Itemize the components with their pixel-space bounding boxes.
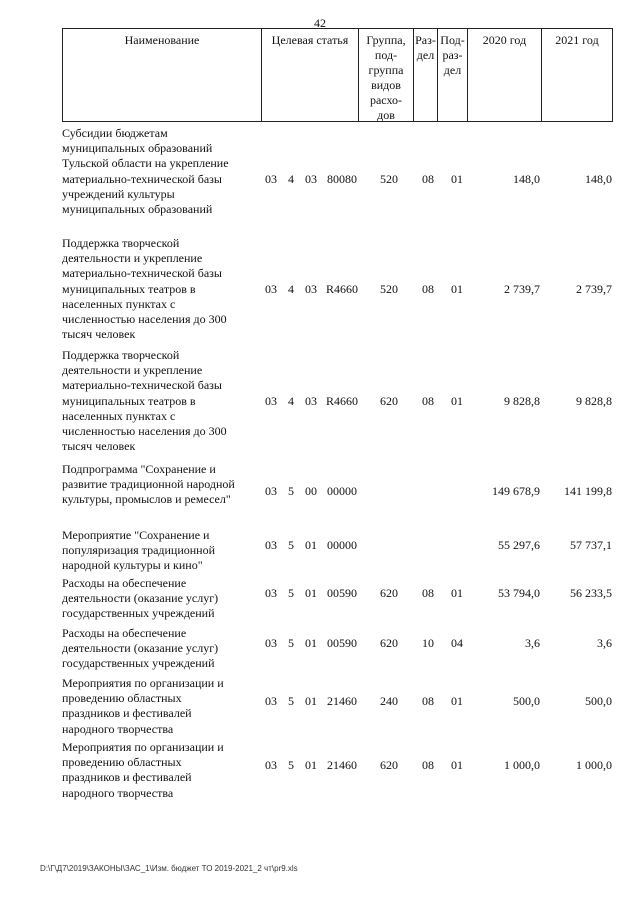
row-p: 03 [265, 282, 277, 296]
row-v2021: 2 739,7 [576, 282, 612, 296]
row-p: 03 [265, 538, 277, 552]
row-rz: 08 [422, 394, 434, 408]
row-pr: 01 [451, 282, 463, 296]
row-m: 01 [305, 538, 317, 552]
row-p: 03 [265, 694, 277, 708]
row-d: 00000 [327, 538, 357, 552]
row-pr: 01 [451, 694, 463, 708]
row-v2021: 56 233,5 [570, 586, 612, 600]
row-name: Мероприятия по организации и проведению областных праздников и фестивалей народного творчества [62, 740, 224, 800]
row-v2020: 2 739,7 [504, 282, 540, 296]
row-d: 21460 [327, 758, 357, 772]
row-rz: 08 [422, 586, 434, 600]
row-v2020: 1 000,0 [504, 758, 540, 772]
row-m: 01 [305, 758, 317, 772]
row-v2021: 57 737,1 [570, 538, 612, 552]
row-v2021: 1 000,0 [576, 758, 612, 772]
row-s: 4 [288, 394, 294, 408]
row-s: 4 [288, 282, 294, 296]
footer-path: D:\Г\Д7\2019\ЗАКОНЫ\ЗАС_1\Изм. бюджет ТО 2019-2021_2 чт\pr9.xls [40, 864, 298, 873]
row-g: 620 [380, 586, 398, 600]
row-rz: 08 [422, 282, 434, 296]
row-v2020: 53 794,0 [498, 586, 540, 600]
row-m: 03 [305, 282, 317, 296]
row-rz: 08 [422, 172, 434, 186]
row-v2020: 9 828,8 [504, 394, 540, 408]
row-v2020: 55 297,6 [498, 538, 540, 552]
row-p: 03 [265, 484, 277, 498]
row-name: Подпрограмма "Сохранение и развитие традиционной народной культуры, промыслов и ремесел" [62, 462, 235, 507]
row-m: 01 [305, 586, 317, 600]
row-m: 00 [305, 484, 317, 498]
row-g: 620 [380, 758, 398, 772]
row-pr: 01 [451, 394, 463, 408]
row-v2021: 148,0 [585, 172, 612, 186]
row-g: 240 [380, 694, 398, 708]
row-name: Субсидии бюджетам муниципальных образований Тульской области на укрепление материально-технической базы учреждений культуры муниципальных образований [62, 126, 229, 217]
row-d: R4660 [325, 282, 358, 296]
row-v2020: 500,0 [513, 694, 540, 708]
row-s: 5 [288, 758, 294, 772]
header-section: Раз- дел [414, 29, 438, 121]
row-v2021: 500,0 [585, 694, 612, 708]
header-group: Группа, под- группа видов расхо- дов [359, 29, 414, 121]
row-name: Поддержка творческой деятельности и укрепление материально-технической базы муниципальных театров в населенных пунктах с численностью населения до 300 тысяч человек [62, 348, 227, 454]
row-pr: 04 [451, 636, 463, 650]
row-m: 01 [305, 694, 317, 708]
row-d: 00590 [327, 586, 357, 600]
row-v2020: 3,6 [525, 636, 540, 650]
page-number: 42 [314, 16, 326, 30]
row-pr: 01 [451, 586, 463, 600]
row-name: Расходы на обеспечение деятельности (оказание услуг) государственных учреждений [62, 576, 219, 621]
row-pr: 01 [451, 758, 463, 772]
row-m: 03 [305, 394, 317, 408]
row-p: 03 [265, 394, 277, 408]
row-m: 01 [305, 636, 317, 650]
row-g: 520 [380, 282, 398, 296]
row-s: 5 [288, 636, 294, 650]
row-g: 620 [380, 636, 398, 650]
table-header [62, 28, 613, 122]
row-d: 00000 [327, 484, 357, 498]
row-s: 5 [288, 586, 294, 600]
row-rz: 08 [422, 758, 434, 772]
row-name: Расходы на обеспечение деятельности (оказание услуг) государственных учреждений [62, 626, 219, 671]
row-name: Мероприятия по организации и проведению областных праздников и фестивалей народного творчества [62, 676, 224, 736]
row-p: 03 [265, 586, 277, 600]
row-d: R4660 [325, 394, 358, 408]
row-s: 5 [288, 538, 294, 552]
row-g: 620 [380, 394, 398, 408]
row-g: 520 [380, 172, 398, 186]
header-article: Целевая статья [262, 29, 359, 121]
row-name: Поддержка творческой деятельности и укрепление материально-технической базы муниципальных театров в населенных пунктах с численностью населения до 300 тысяч человек [62, 236, 227, 342]
row-v2021: 3,6 [597, 636, 612, 650]
row-v2020: 149 678,9 [492, 484, 540, 498]
row-name: Мероприятие "Сохранение и популяризация традиционной народной культуры и кино" [62, 528, 216, 573]
row-p: 03 [265, 758, 277, 772]
header-subsection: Под- раз- дел [438, 29, 468, 121]
row-d: 21460 [327, 694, 357, 708]
row-v2020: 148,0 [513, 172, 540, 186]
row-rz: 10 [422, 636, 434, 650]
row-s: 4 [288, 172, 294, 186]
header-name: Наименование [62, 29, 262, 121]
row-p: 03 [265, 172, 277, 186]
header-2021: 2021 год [542, 29, 613, 121]
row-v2021: 9 828,8 [576, 394, 612, 408]
header-2020: 2020 год [468, 29, 542, 121]
row-s: 5 [288, 484, 294, 498]
row-rz: 08 [422, 694, 434, 708]
row-v2021: 141 199,8 [564, 484, 612, 498]
row-m: 03 [305, 172, 317, 186]
row-p: 03 [265, 636, 277, 650]
row-pr: 01 [451, 172, 463, 186]
row-s: 5 [288, 694, 294, 708]
row-d: 80080 [327, 172, 357, 186]
row-d: 00590 [327, 636, 357, 650]
